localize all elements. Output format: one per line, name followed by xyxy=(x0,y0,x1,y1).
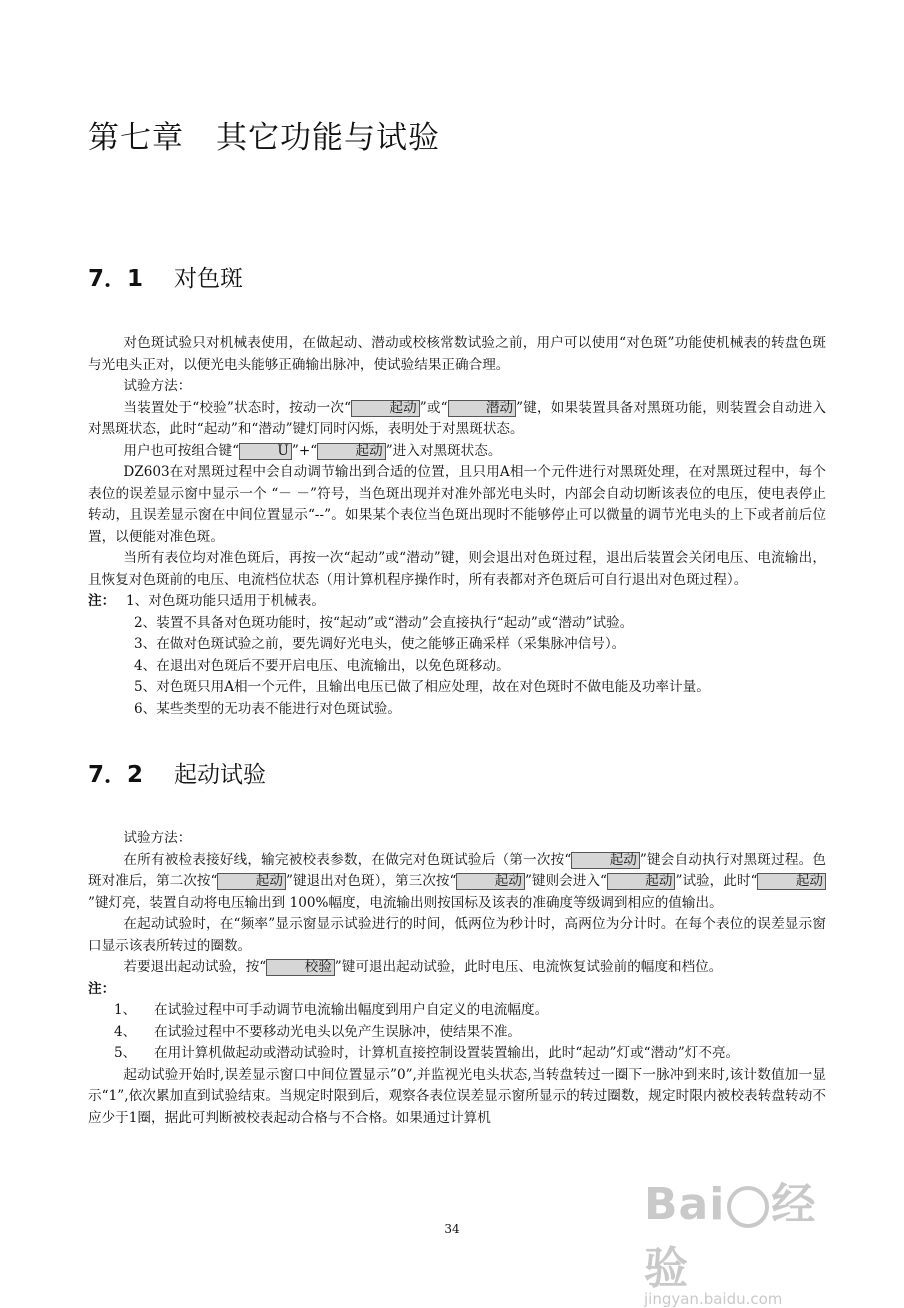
note-text: 在试验过程中可手动调节电流输出幅度到用户自定义的电流幅度。 xyxy=(154,1002,549,1018)
note-item: 5、对色斑只用A相一个元件，且输出电压已做了相应处理，故在对色斑时不做电能及功率计量。 xyxy=(134,679,710,695)
paragraph xyxy=(88,957,826,979)
text-run: ”键则会进入“ xyxy=(524,873,607,889)
key-qidong: 起动 xyxy=(571,852,640,869)
note-number: 4、 xyxy=(114,1023,137,1040)
page-number: 34 xyxy=(444,1222,460,1236)
paragraph: DZ603在对黑斑过程中会自动调节输出到合适的位置，且只用A相一个元件进行对黑斑处理，在对黑斑过程中，每个表位的误差显示窗中显示一个 “－ －”符号，当色斑出现并对准外部光电头时，内部会自动切断该表位的电压，使电表停止转动，且误差显示窗在中间位置显示“--”。如果某个表位当色斑出现时不能够停止可以微量的调节光电头的上下或者前后位置，以便能对准色斑。 xyxy=(88,464,826,545)
paragraph: 对色斑试验只对机械表使用，在做起动、潜动或校核常数试验之前，用户可以使用“对色斑”功能使机械表的转盘色斑与光电头正对，以便光电头能够正确输出脉冲，使试验结果正确合理。 xyxy=(88,335,826,373)
note-item xyxy=(88,1022,826,1044)
baidu-watermark xyxy=(644,1168,844,1308)
key-qidong: 起动 xyxy=(217,873,286,890)
section-body-7-2 xyxy=(88,828,826,1129)
note-item: 6、某些类型的无功表不能进行对色斑试验。 xyxy=(134,700,401,717)
text-run: 当装置处于“校验”状态时，按动一次“ xyxy=(123,399,352,416)
text-run: ”键，如果装置具备对黑斑功能，则装置会自动进入对黑斑状态，此时“起动”和“潜动”键灯同时闪烁，表明处于对黑斑状态。 xyxy=(88,399,827,437)
paragraph: 当所有表位均对准色斑后，再按一次“起动”或“潜动”键，则会退出对色斑过程，退出后装置会关闭电压、电流输出，且恢复对色斑前的电压、电流档位状态（用计算机程序操作时，所有表都对齐色斑后可自行退出对色斑过程）。 xyxy=(88,550,826,588)
section-title: 对色斑 xyxy=(174,266,243,292)
note-item xyxy=(88,1000,826,1022)
text-run: ”键灯亮，装置自动将电压输出到 100%幅度，电流输出则按国标及该表的准确度等级调到相应的值输出。 xyxy=(88,894,723,911)
paragraph xyxy=(88,850,826,915)
watermark-brand-left: Bai xyxy=(644,1179,726,1230)
section-title: 起动试验 xyxy=(174,762,266,788)
paragraph: 在起动试验时，在“频率”显示窗显示试验进行的时间，低两位为秒计时，高两位为分计时。在每个表位的误差显示窗口显示该表所转过的圈数。 xyxy=(88,916,826,954)
text-run: 用户也可按组合键“ xyxy=(123,442,240,459)
key-qidong: 起动 xyxy=(757,873,826,890)
note-label: 注： xyxy=(88,593,116,609)
paragraph-method: 试验方法： xyxy=(123,830,192,846)
section-number: 7．1 xyxy=(88,266,144,292)
paragraph-method: 试验方法： xyxy=(123,378,192,394)
text-run: ”键会自动执行对黑斑过程。色斑对准后，第二次按“ xyxy=(88,851,827,889)
watermark-brand-right: 经验 xyxy=(644,1179,817,1294)
chapter-title: 第七章 其它功能与试验 xyxy=(88,120,440,156)
key-u: U xyxy=(239,443,292,460)
note-text: 在用计算机做起动或潜动试验时，计算机直接控制设置装置输出，此时“起动”灯或“潜动”灯不亮。 xyxy=(154,1045,740,1061)
note-item xyxy=(88,1043,826,1065)
note-text: 在试验过程中不要移动光电头以免产生误脉冲，使结果不准。 xyxy=(154,1023,522,1040)
section-body-7-1 xyxy=(88,333,826,720)
note-item: 1、对色斑功能只适用于机械表。 xyxy=(126,593,325,609)
note-number: 5、 xyxy=(114,1045,137,1061)
paragraph: 起动试验开始时,误差显示窗口中间位置显示”0”,并监视光电头状态,当转盘转过一圈下一脉冲到来时,该计数值加一显示“1”,依次累加直到试验结束。当规定时限到后，观察各表位误差显示窗所显示的转过圈数，规定时限内被校表转盘转动不应少于1圈，据此可判断被校表起动合格与不合格。如果通过计算机 xyxy=(88,1066,826,1126)
section-number: 7．2 xyxy=(88,762,144,788)
section-heading-7-1 xyxy=(88,260,243,293)
text-run: ”或“ xyxy=(419,399,448,416)
text-run: ”键可退出起动试验，此时电压、电流恢复试验前的幅度和档位。 xyxy=(334,959,723,975)
text-run: ”+“ xyxy=(291,442,318,459)
note-item: 3、在做对色斑试验之前，要先调好光电头，使之能够正确采样（采集脉冲信号）。 xyxy=(134,636,626,652)
note-number: 1、 xyxy=(114,1002,137,1018)
key-qiandong: 潜动 xyxy=(448,400,517,417)
section-heading-7-2 xyxy=(88,756,266,789)
text-run: ”键退出对色斑），第三次按“ xyxy=(285,873,457,889)
paragraph xyxy=(88,441,826,463)
text-run: 若要退出起动试验，按“ xyxy=(123,959,267,975)
note-item: 4、在退出对色斑后不要开启电压、电流输出，以免色斑移动。 xyxy=(134,657,510,674)
watermark-url: jingyan.baidu.com xyxy=(644,1290,783,1308)
key-qidong: 起动 xyxy=(456,873,525,890)
text-run: ”试验，此时“ xyxy=(675,873,758,889)
note-item: 2、装置不具备对色斑功能时，按“起动”或“潜动”会直接执行“起动”或“潜动”试验。 xyxy=(134,614,634,631)
key-qidong: 起动 xyxy=(317,443,386,460)
key-jiaoyan: 校验 xyxy=(266,959,335,976)
key-qidong: 起动 xyxy=(607,873,676,890)
key-qidong: 起动 xyxy=(351,400,420,417)
paw-icon xyxy=(727,1186,769,1228)
note-label: 注： xyxy=(88,980,116,997)
watermark-brand xyxy=(644,1168,844,1296)
text-run: ”进入对黑斑状态。 xyxy=(385,442,502,459)
text-run: 在所有被检表接好线，输完被校表参数，在做完对色斑试验后（第一次按“ xyxy=(123,851,572,868)
paragraph xyxy=(88,398,826,441)
